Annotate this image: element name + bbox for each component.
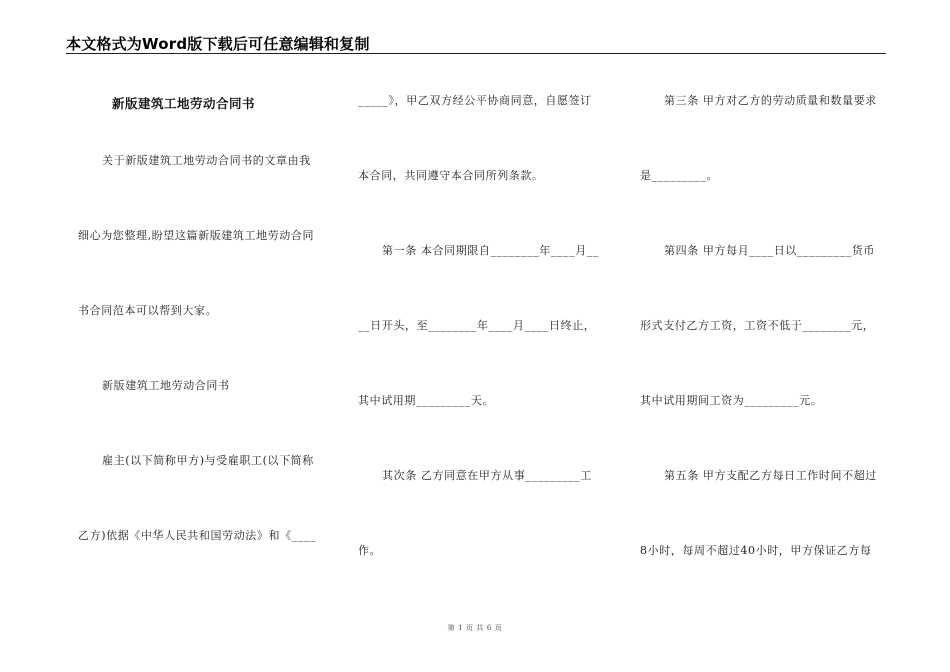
paragraph-line: __日开头，至________年____月____日终止，: [358, 319, 596, 332]
paragraph-line: 雇主(以下简称甲方)与受雇职工(以下简称: [102, 454, 314, 467]
document-title: 新版建筑工地劳动合同书: [112, 96, 256, 111]
paragraph-line: 其中试用期_________天。: [358, 394, 495, 407]
document-header-title: 本文格式为Word版下载后可任意编辑和复制: [66, 35, 370, 53]
paragraph-line: _____》，甲乙双方经公平协商同意，自愿签订: [358, 94, 592, 107]
paragraph-line: 新版建筑工地劳动合同书: [102, 379, 230, 392]
page-number: 第 1 页 共 6 页: [447, 624, 503, 632]
paragraph-line: 8小时，每周不超过40小时，甲方保证乙方每: [640, 544, 872, 557]
header-divider: [66, 53, 886, 54]
paragraph-line: 书合同范本可以帮到大家。: [78, 304, 218, 317]
paragraph-line: 第一条 本合同期限自________年____月__: [382, 244, 600, 257]
paragraph-line: 作。: [358, 544, 382, 557]
paragraph-line: 其中试用期间工资为_________元。: [640, 394, 823, 407]
paragraph-line: 本合同，共同遵守本合同所列条款。: [358, 169, 544, 182]
paragraph-line: 第四条 甲方每月____日以_________货币: [664, 244, 875, 257]
paragraph-line: 形式支付乙方工资，工资不低于________元，: [640, 319, 875, 332]
paragraph-line: 关于新版建筑工地劳动合同书的文章由我: [102, 154, 311, 167]
paragraph-line: 细心为您整理,盼望这篇新版建筑工地劳动合同: [78, 229, 315, 242]
paragraph-line: 第三条 甲方对乙方的劳动质量和数量要求: [664, 94, 877, 107]
paragraph-line: 其次条 乙方同意在甲方从事_________工: [382, 469, 592, 482]
paragraph-line: 是_________。: [640, 169, 719, 182]
paragraph-line: 第五条 甲方支配乙方每日工作时间不超过: [664, 469, 877, 482]
paragraph-line: 乙方)依据《中华人民共和国劳动法》和《____: [78, 529, 317, 542]
